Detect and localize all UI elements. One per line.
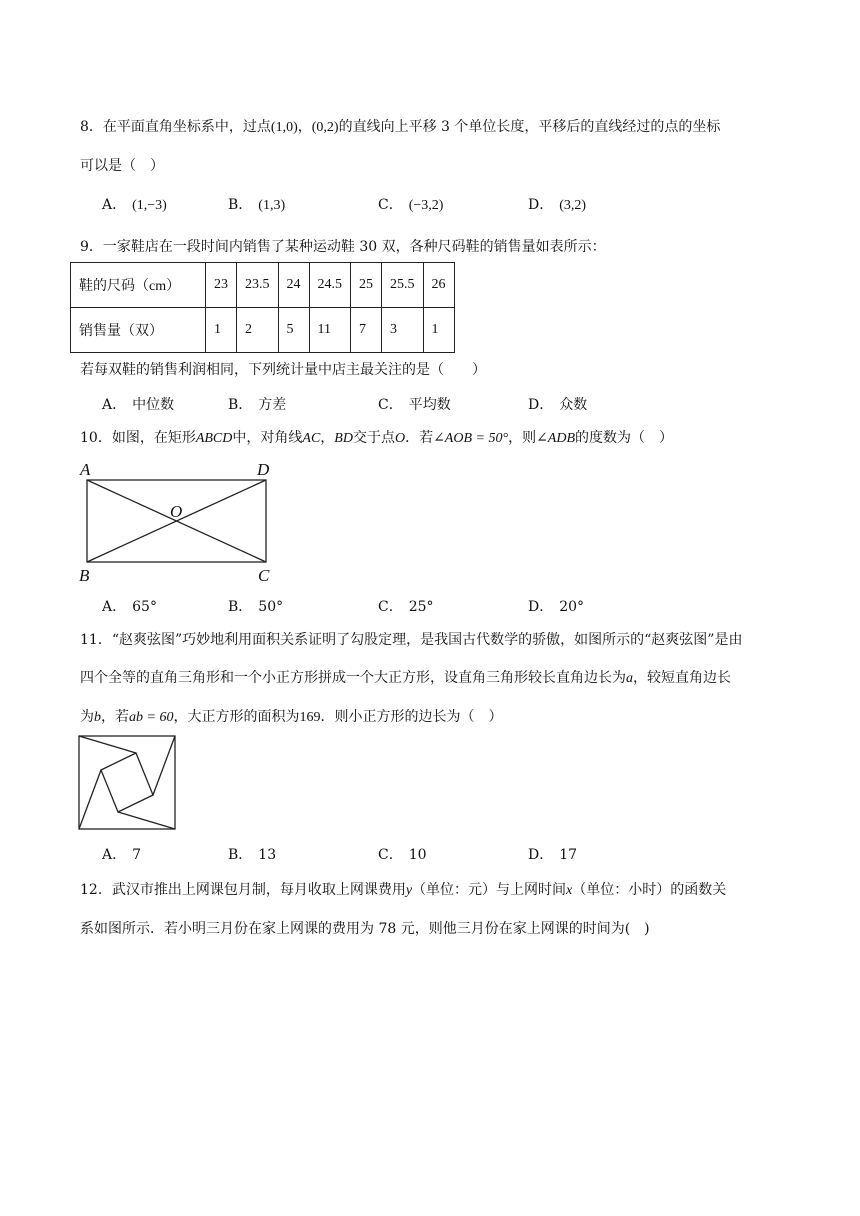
shoe-size-table bbox=[70, 262, 455, 353]
table-cell: 24 bbox=[278, 263, 309, 308]
option-d[interactable]: D． 17 bbox=[528, 847, 578, 863]
point-1: (1,0) bbox=[270, 120, 298, 135]
question-9: 9．一家鞋店在一段时间内销售了某种运动鞋 30 双，各种尺码鞋的销售量如表所示： bbox=[80, 239, 606, 255]
question-number: 12 bbox=[80, 882, 98, 898]
option-a[interactable]: A． 65° bbox=[102, 599, 157, 615]
question-8-line-2: 可以是（ ） bbox=[80, 158, 164, 174]
option-d[interactable]: D． 众数 bbox=[528, 397, 588, 413]
option-c[interactable]: C． 10 bbox=[378, 847, 427, 863]
option-c[interactable]: C． 平均数 bbox=[378, 397, 451, 413]
table-cell: 2 bbox=[237, 308, 279, 353]
table-cell: 25 bbox=[351, 263, 382, 308]
option-d[interactable]: D． (3,2) bbox=[528, 197, 587, 213]
table-cell: 1 bbox=[206, 308, 237, 353]
question-10: 10．如图，在矩形ABCD中，对角线AC，BD交于点O．若∠AOB = 50°，则∠ADB的度数为（ ） bbox=[80, 430, 674, 446]
label-o: O bbox=[170, 502, 183, 521]
table-cell: 23 bbox=[206, 263, 237, 308]
question-9-options bbox=[102, 391, 802, 419]
question-8-options bbox=[102, 191, 802, 219]
option-c[interactable]: C． 25° bbox=[378, 599, 434, 615]
table-header: 销售量（双） bbox=[71, 308, 206, 353]
table-cell: 5 bbox=[278, 308, 309, 353]
option-a[interactable]: A． 中位数 bbox=[102, 397, 175, 413]
question-8 bbox=[80, 108, 790, 185]
label-a: A bbox=[80, 460, 91, 479]
table-row bbox=[71, 263, 455, 308]
table-cell: 25.5 bbox=[382, 263, 424, 308]
rectangle-figure bbox=[76, 458, 286, 588]
question-number: 9 bbox=[80, 239, 89, 255]
table-cell: 7 bbox=[351, 308, 382, 353]
table-cell: 3 bbox=[382, 308, 424, 353]
table-row bbox=[71, 308, 455, 353]
table-cell: 26 bbox=[423, 263, 454, 308]
small-square bbox=[101, 753, 153, 812]
option-a[interactable]: A． (1,−3) bbox=[102, 197, 167, 213]
question-9-prompt: 若每双鞋的销售利润相同，下列统计量中店主最关注的是（ ） bbox=[80, 362, 486, 378]
option-b[interactable]: B． 13 bbox=[228, 847, 277, 863]
table-cell: 24.5 bbox=[309, 263, 351, 308]
label-b: B bbox=[79, 566, 90, 585]
option-b[interactable]: B． (1,3) bbox=[228, 197, 286, 213]
zhao-shuang-diagram bbox=[78, 735, 178, 831]
label-c: C bbox=[258, 566, 270, 585]
option-a[interactable]: A． 7 bbox=[102, 847, 142, 863]
question-8-line-1: 8．在平面直角坐标系中，过点(1,0)，(0,2)的直线向上平移 3 个单位长度，平移后的直线经过的点的坐标 bbox=[80, 119, 721, 135]
question-number: 11 bbox=[80, 632, 98, 648]
question-11: 11．“赵爽弦图”巧妙地利用面积关系证明了勾股定理，是我国古代数学的骄傲，如图所示的“赵爽弦图”是由 四个全等的直角三角形和一个小正方形拼成一个大正方形，设直角三角形较长直角边长为a，较短直角边长 为b，若ab = 60，大正方形的面积为169．则小正方形的边长为（ ） bbox=[80, 632, 743, 725]
label-d: D bbox=[257, 460, 270, 479]
option-d[interactable]: D． 20° bbox=[528, 599, 585, 615]
question-number: 10 bbox=[80, 430, 98, 446]
option-c[interactable]: C． (−3,2) bbox=[378, 197, 444, 213]
option-b[interactable]: B． 方差 bbox=[228, 397, 287, 413]
question-12: 12．武汉市推出上网课包月制，每月收取上网课费用y（单位：元）与上网时间x（单位：小时）的函数关 系如图所示．若小明三月份在家上网课的费用为 78 元，则他三月份在家上网课的时间为( ) bbox=[80, 882, 727, 937]
point-2: (0,2) bbox=[311, 120, 339, 135]
table-header: 鞋的尺码（cm） bbox=[71, 263, 206, 308]
table-cell: 1 bbox=[423, 308, 454, 353]
question-10-options bbox=[102, 593, 802, 621]
question-number: 8 bbox=[80, 119, 89, 135]
question-11-options bbox=[102, 841, 802, 869]
option-b[interactable]: B． 50° bbox=[228, 599, 284, 615]
table-cell: 11 bbox=[309, 308, 351, 353]
table-cell: 23.5 bbox=[237, 263, 279, 308]
